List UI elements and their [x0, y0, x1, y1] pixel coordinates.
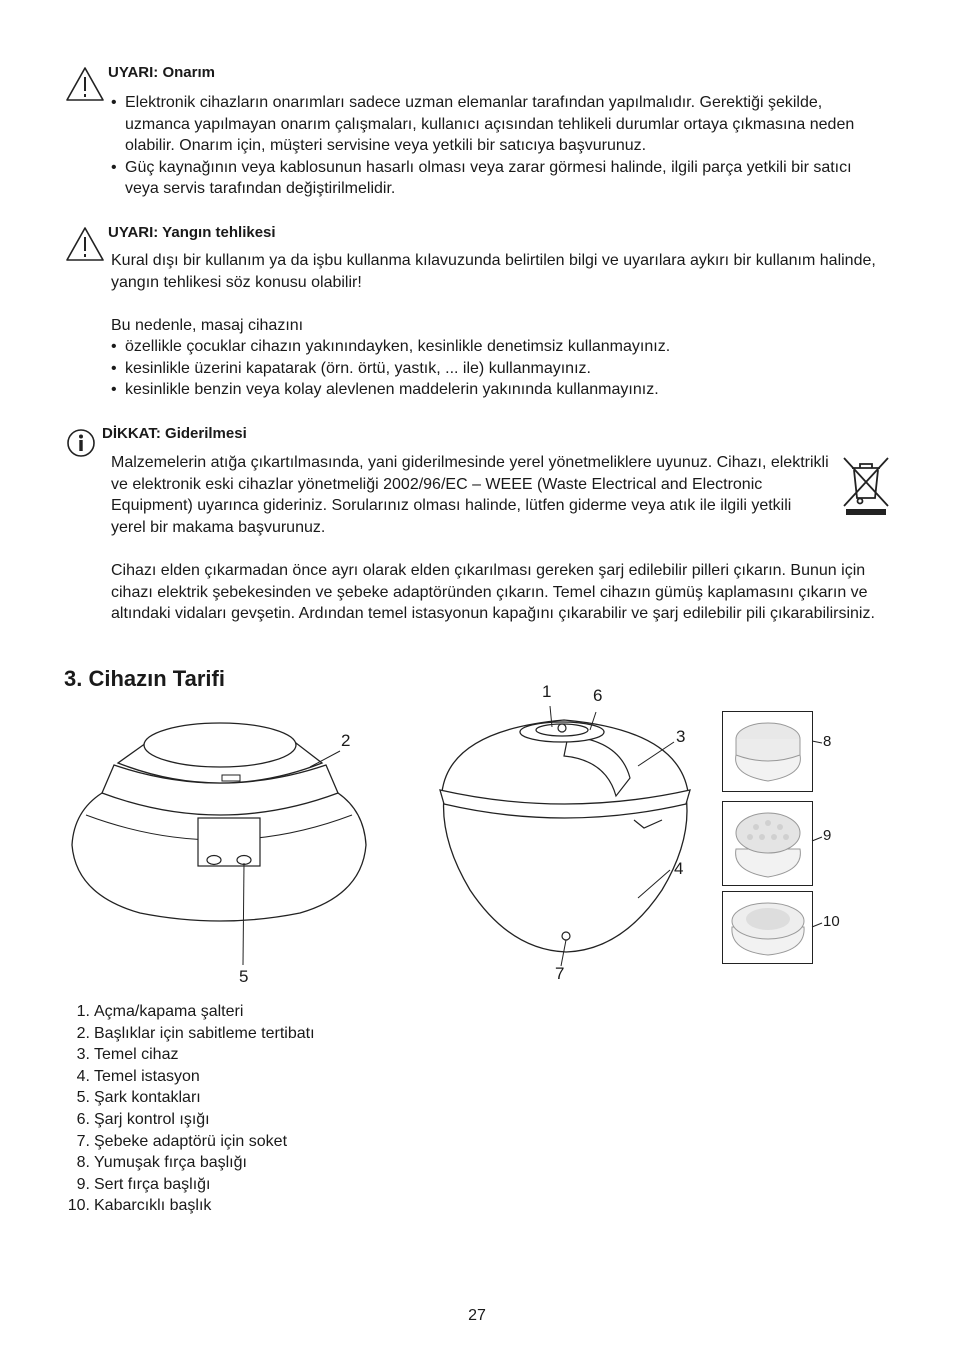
base-station-illustration: [60, 715, 380, 975]
callout-1: 1: [542, 682, 552, 701]
list-item: 9. Sert fırça başlığı: [76, 1175, 211, 1193]
list-item: 7. Şebeke adaptörü için soket: [76, 1132, 288, 1150]
list-item: 2. Başlıklar için sabitleme tertibatı: [76, 1024, 315, 1042]
notice-disposal-heading: DİKKAT: Giderilmesi: [102, 425, 247, 442]
warning-repair-body: [111, 92, 873, 200]
notice-disposal-paragraph-2: Cihazı elden çıkarmadan önce ayrı olarak elden çıkarılması gereken şarj edilebilir pilleri çıkarın. Bunun için cihazı elektrik şebekesinden ve şebeke adaptöründen çıkarın. Temel cihazın gümüş kaplamasını çıkarın ve altındaki vidaları gevşetin. Ardından temel istasyonun kapağını çıkarabilir ve şarj edilebilir pili çıkarabilirsiniz.: [111, 562, 875, 622]
warning-triangle-icon: [65, 226, 105, 262]
callout-6: 6: [593, 686, 603, 705]
notice-disposal-paragraph-1: Malzemelerin atığa çıkartılmasında, yani giderilmesinde yerel yönetmeliklere uyunuz. Cihazı, elektrikli ve elektronik eski cihazlar yönetmeliği 2002/96/EC – WEEE (Waste Electrical and Electronic Equipment) uyarınca gideriniz. Sorularınız olması halinde, lütfen giderme veya atık ile ilgili yetkili yerel bir makama başvurunuz.: [111, 454, 829, 536]
callout-10: 10: [823, 913, 840, 930]
warning-fire-intro: Bu nedenle, masaj cihazını: [111, 317, 304, 334]
list-item: • kesinlikle üzerini kapatarak (örn. örtü, yastık, ... ile) kullanmayınız.: [111, 358, 881, 380]
warning-fire-list: [111, 336, 881, 401]
callout-4: 4: [674, 859, 684, 878]
callout-3: 3: [676, 727, 686, 746]
list-item: 4. Temel istasyon: [76, 1067, 200, 1085]
list-item: 1. Açma/kapama şalteri: [76, 1003, 244, 1020]
section-title: 3. Cihazın Tarifi: [64, 666, 225, 691]
callout-2: 2: [341, 731, 351, 750]
warning-triangle-icon: [65, 66, 105, 102]
warning-fire-paragraph: Kural dışı bir kullanım ya da işbu kullanma kılavuzunda belirtilen bilgi ve uyarılara aykırı bir kullanım halinde, yangın tehlikesi söz konusu olabilir!: [111, 252, 876, 291]
callout-5: 5: [239, 967, 249, 986]
soft-brush-head-illustration: [722, 711, 814, 793]
callout-7: 7: [555, 964, 565, 983]
callout-8: 8: [823, 733, 832, 750]
hard-brush-head-illustration: [722, 801, 814, 883]
list-item: 10. Kabarcıklı başlık: [67, 1197, 212, 1215]
list-item: 8. Yumuşak fırça başlığı: [76, 1154, 247, 1172]
page-number: 27: [468, 1307, 486, 1324]
list-item: • özellikle çocuklar cihazın yakınındayken, kesinlikle denetimsiz kullanmayınız.: [111, 336, 881, 358]
callout-9: 9: [823, 827, 832, 844]
list-item: 5. Şark kontakları: [76, 1089, 201, 1107]
bubble-head-illustration: [722, 891, 814, 965]
crossed-bin-icon: [842, 454, 890, 518]
list-item: • kesinlikle benzin veya kolay alevlenen maddelerin yakınında kullanmayınız.: [111, 379, 881, 401]
list-item: • Güç kaynağının veya kablosunun hasarlı olması veya zarar görmesi halinde, ilgili parça yetkili bir satıcı veya servis tarafından değiştirilmelidir.: [111, 157, 873, 200]
list-item: 6. Şarj kontrol ışığı: [76, 1110, 210, 1128]
list-item: 3. Temel cihaz: [76, 1046, 179, 1064]
warning-fire-heading: UYARI: Yangın tehlikesi: [108, 224, 276, 241]
info-icon: [66, 428, 96, 458]
parts-list: [62, 1001, 315, 1217]
warning-repair-heading: UYARI: Onarım: [108, 64, 215, 81]
list-item: • Elektronik cihazların onarımları sadece uzman elemanlar tarafından yapılmalıdır. Gerektiği şekilde, uzmanca yapılmayan onarım çalışmaları, kullanıcı açısından tehlikeli durumlar ortaya çıkmasına neden olabilir. Onarım için, müşteri servisine veya yetkili bir satıcıya başvurunuz.: [111, 92, 873, 157]
device-illustration: [430, 700, 700, 975]
